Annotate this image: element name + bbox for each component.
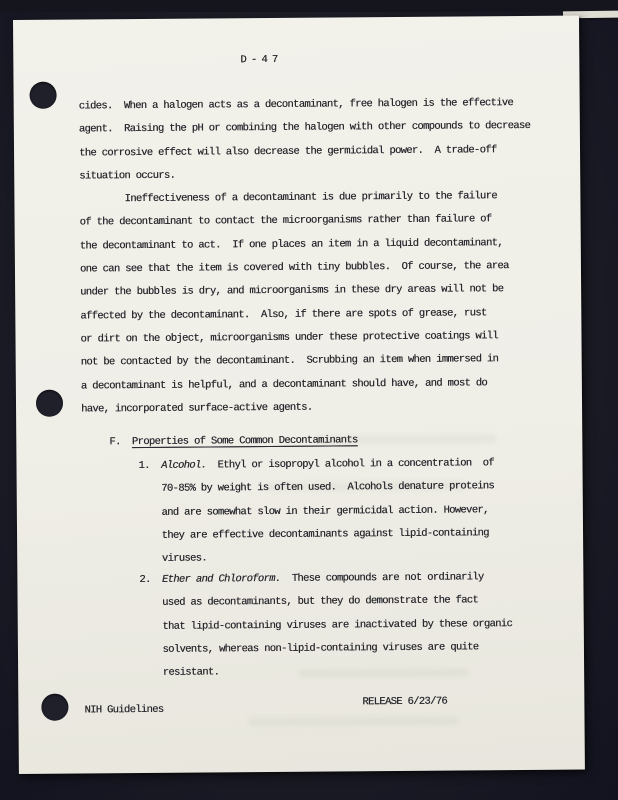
- document-line: [80, 278, 531, 305]
- document-line: [139, 522, 495, 548]
- document-line: [79, 115, 530, 142]
- ink-bleed-smudge: [248, 717, 458, 727]
- page-number: D-47: [240, 53, 283, 67]
- document-line: [109, 429, 357, 454]
- document-line: [139, 566, 511, 592]
- text-segment: Ineffectiveness of a decontaminant is due primarily to the failure: [79, 190, 497, 206]
- background-top-seam: [0, 0, 618, 12]
- text-segment: agent. Raising the pH or combining the halogen with other compounds to decrease: [78, 120, 531, 136]
- document-line: [80, 232, 531, 259]
- document-line: [139, 499, 495, 525]
- punch-hole-top: [29, 82, 56, 109]
- text-segment: they are effective decontaminants against lipid-containing: [139, 527, 489, 542]
- text-segment: of the decontaminant to contact the microorganisms rather than failure of: [79, 213, 492, 229]
- text-segment: 2.: [139, 573, 163, 587]
- text-segment: under the bubbles is dry, and microorganisms in these dry areas will not be: [80, 283, 504, 299]
- paragraph-ineffectiveness: [79, 185, 532, 422]
- document-line: [79, 185, 530, 212]
- text-segment: or dirt on the object, microorganisms under these protective coatings will: [80, 330, 498, 346]
- document-line: [81, 348, 532, 375]
- text-segment: 1.: [138, 459, 162, 473]
- text-segment: the decontaminant to act. If one places an item in a liquid decontaminant,: [79, 236, 503, 253]
- section-f-heading: [109, 429, 357, 454]
- text-segment: viruses.: [139, 552, 207, 566]
- document-line: [80, 208, 531, 235]
- text-segment: used as decontaminants, but they do demonstrate the fact: [139, 594, 479, 610]
- list-item-alcohol: [138, 452, 494, 571]
- text-segment: Alcohol.: [161, 459, 207, 472]
- text-segment: not be contacted by the decontaminant. Scrubbing an item when immersed in: [80, 353, 499, 369]
- document-line: [139, 589, 511, 615]
- document-line: [138, 452, 494, 478]
- document-line: [79, 139, 530, 166]
- document-line: [80, 255, 531, 282]
- document-line: [139, 476, 495, 502]
- footer-release-date: RELEASE 6/23/76: [362, 695, 448, 709]
- text-segment: These compounds are not ordinarily: [280, 571, 484, 585]
- text-segment: situation occurs.: [79, 169, 176, 183]
- document-line: [140, 636, 512, 662]
- body-text: [79, 92, 533, 422]
- text-segment: a decontaminant is helpful, and a decontaminant should have, and most do: [80, 376, 488, 393]
- text-segment: have, incorporated surface-active agents.: [81, 401, 313, 416]
- document-line: [79, 162, 530, 189]
- scanned-document-page: [13, 16, 585, 774]
- document-line: [80, 302, 531, 329]
- list-item-ether-chloroform: [139, 566, 512, 685]
- text-segment: cides. When a halogen acts as a decontaminant, free halogen is the effective: [78, 97, 514, 113]
- footer-document-title: NIH Guidelines: [84, 703, 164, 717]
- document-line: [140, 613, 512, 639]
- document-line: [79, 92, 530, 119]
- text-segment: Ethyl or isopropyl alcohol in a concentration of: [206, 457, 494, 472]
- document-line: [140, 659, 512, 685]
- document-line: [81, 371, 532, 398]
- text-segment: Ether and Chloroform.: [161, 572, 281, 586]
- document-line: [81, 395, 532, 422]
- text-segment: and are somewhat slow in their germicidal action. However,: [138, 503, 489, 519]
- text-segment: Properties of Some Common Decontaminants: [131, 434, 358, 449]
- text-segment: one can see that the item is covered with tiny bubbles. Of course, the area: [79, 260, 509, 276]
- text-segment: 70-85% by weight is often used. Alcohols denature proteins: [138, 480, 495, 496]
- document-line: [80, 325, 531, 352]
- punch-hole-middle: [36, 390, 63, 417]
- text-segment: affected by the decontaminant. Also, if there are spots of grease, rust: [80, 306, 487, 323]
- text-segment: F.: [109, 436, 132, 449]
- text-segment: that lipid-containing viruses are inactivated by these organic: [139, 617, 513, 633]
- paragraph-continued: [79, 92, 531, 189]
- text-segment: solvents, whereas non-lipid-containing viruses are quite: [139, 641, 479, 656]
- text-segment: the corrosive effect will also decrease the germicidal power. A trade-off: [79, 143, 497, 160]
- punch-hole-bottom: [41, 694, 68, 721]
- text-segment: resistant.: [140, 666, 220, 680]
